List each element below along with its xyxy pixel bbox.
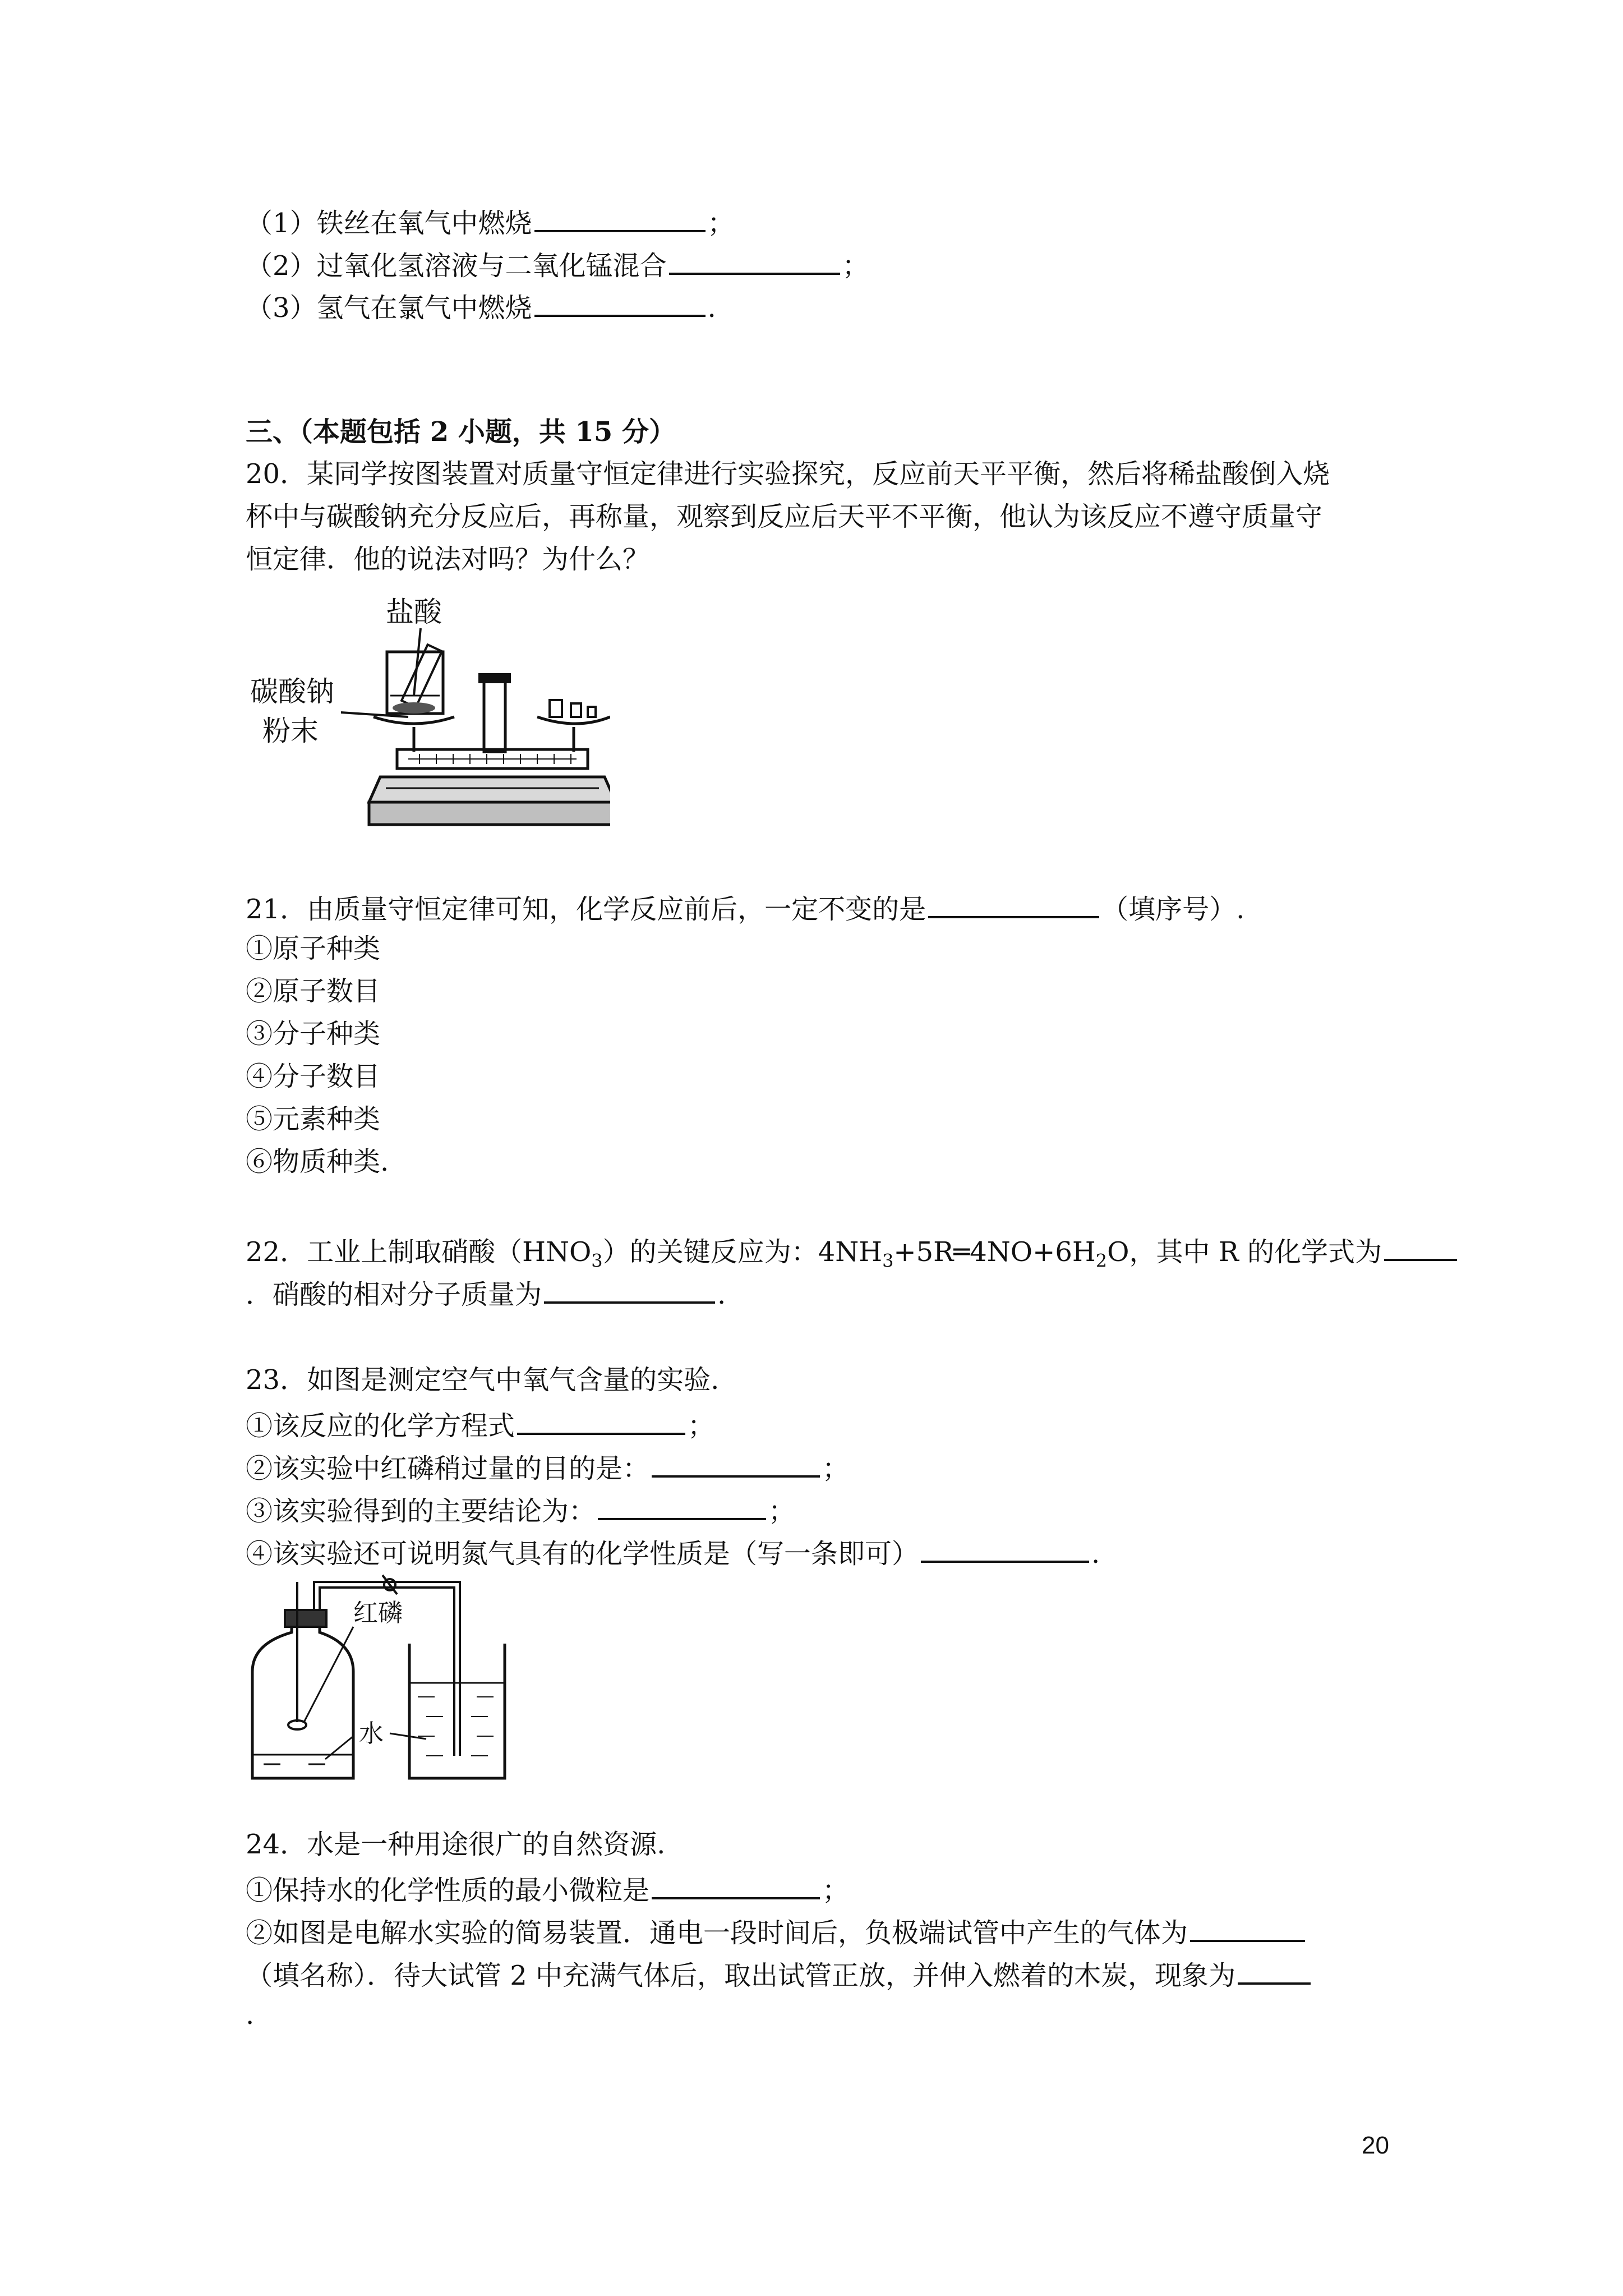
q21-stem: 21．由质量守恒定律可知，化学反应前后，一定不变的是 （填序号）. bbox=[246, 889, 1244, 926]
answer-blank[interactable] bbox=[1384, 1232, 1457, 1261]
q21-option: ⑤元素种类 bbox=[246, 1103, 381, 1135]
q24-item-2-line-2: （填名称）．待大试管 2 中充满气体后，取出试管正放，并伸入燃着的木炭，现象为 bbox=[246, 1955, 1313, 1993]
answer-blank[interactable] bbox=[544, 1274, 715, 1304]
answer-blank[interactable] bbox=[598, 1491, 766, 1520]
page-number: 20 bbox=[1362, 2132, 1389, 2159]
label-water: 水 bbox=[359, 1719, 384, 1748]
q21-option: ②原子数目 bbox=[246, 976, 381, 1007]
answer-blank[interactable] bbox=[517, 1406, 685, 1435]
balance-pillar bbox=[484, 679, 505, 752]
stopper-icon bbox=[285, 1610, 326, 1627]
q21-option: ①原子种类 bbox=[246, 933, 381, 964]
weight-icon bbox=[571, 703, 581, 717]
s2-item-2: （2）过氧化氢溶液与二氧化锰混合 ； bbox=[246, 246, 869, 283]
q23-item-4: ④该实验还可说明氮气具有的化学性质是（写一条即可） . bbox=[246, 1534, 1100, 1571]
answer-blank[interactable] bbox=[921, 1534, 1089, 1563]
label-powder: 粉末 bbox=[262, 715, 319, 747]
weight-icon bbox=[588, 707, 596, 717]
q20-line-2: 杯中与碳酸钠充分反应后，再称量，观察到反应后天平不平衡，他认为该反应不遵守质量守 bbox=[246, 501, 1323, 532]
q24-item-1: ①保持水的化学性质的最小微粒是 ； bbox=[246, 1870, 849, 1907]
answer-blank[interactable] bbox=[534, 203, 706, 232]
q23-item-2: ②该实验中红磷稍过量的目的是： ； bbox=[246, 1448, 849, 1485]
balance-base bbox=[369, 777, 610, 802]
q23-item-3: ③该实验得到的主要结论为： ； bbox=[246, 1491, 795, 1528]
q23-item-1: ①该反应的化学方程式 ； bbox=[246, 1406, 714, 1443]
q20-line-3: 恒定律．他的说法对吗？为什么？ bbox=[246, 544, 650, 575]
q22-line-2: ．硝酸的相对分子质量为 . bbox=[246, 1274, 726, 1312]
section3-heading: 三、（本题包括 2 小题，共 15 分） bbox=[246, 416, 676, 448]
oxygen-content-apparatus bbox=[241, 1571, 533, 1784]
balance-figure bbox=[246, 583, 610, 830]
answer-blank[interactable] bbox=[652, 1448, 820, 1478]
q24-title: 24．水是一种用途很广的自然资源. bbox=[246, 1829, 666, 1860]
q24-item-2-line-3: . bbox=[246, 1999, 255, 2031]
test-tube-icon bbox=[402, 645, 442, 707]
left-pan bbox=[374, 717, 454, 724]
s2-item-1: （1）铁丝在氧气中燃烧 ； bbox=[246, 203, 735, 240]
q23-title: 23．如图是测定空气中氧气含量的实验. bbox=[246, 1364, 720, 1396]
answer-blank[interactable] bbox=[534, 288, 706, 317]
label-hydrochloric-acid: 盐酸 bbox=[386, 596, 442, 628]
answer-blank[interactable] bbox=[1190, 1913, 1305, 1942]
q21-option: ⑥物质种类. bbox=[246, 1146, 389, 1177]
q20-line-1: 20．某同学按图装置对质量守恒定律进行实验探究，反应前天平平衡，然后将稀盐酸倒入烧 bbox=[246, 458, 1330, 490]
q21-option: ③分子种类 bbox=[246, 1018, 381, 1050]
answer-blank[interactable] bbox=[669, 246, 840, 275]
answer-blank[interactable] bbox=[1238, 1955, 1311, 1985]
weight-icon bbox=[550, 700, 562, 717]
q22-line-1: 22．工业上制取硝酸$(HNO_3)$的关键反应为：$4NH_3+5R═4NO+6H_2O$，其中 R 的化学式为 bbox=[246, 1232, 1459, 1278]
answer-blank[interactable] bbox=[652, 1870, 820, 1899]
q21-option: ④分子数目 bbox=[246, 1061, 381, 1092]
answer-blank[interactable] bbox=[928, 889, 1099, 918]
q24-item-2-line-1: ②如图是电解水实验的简易装置．通电一段时间后，负极端试管中产生的气体为 bbox=[246, 1913, 1307, 1950]
beaker-icon bbox=[409, 1644, 505, 1778]
s2-item-3: （3）氢气在氯气中燃烧 . bbox=[246, 288, 716, 325]
label-sodium-carbonate: 碳酸钠 bbox=[250, 675, 334, 708]
label-red-phosphorus: 红磷 bbox=[353, 1599, 403, 1627]
